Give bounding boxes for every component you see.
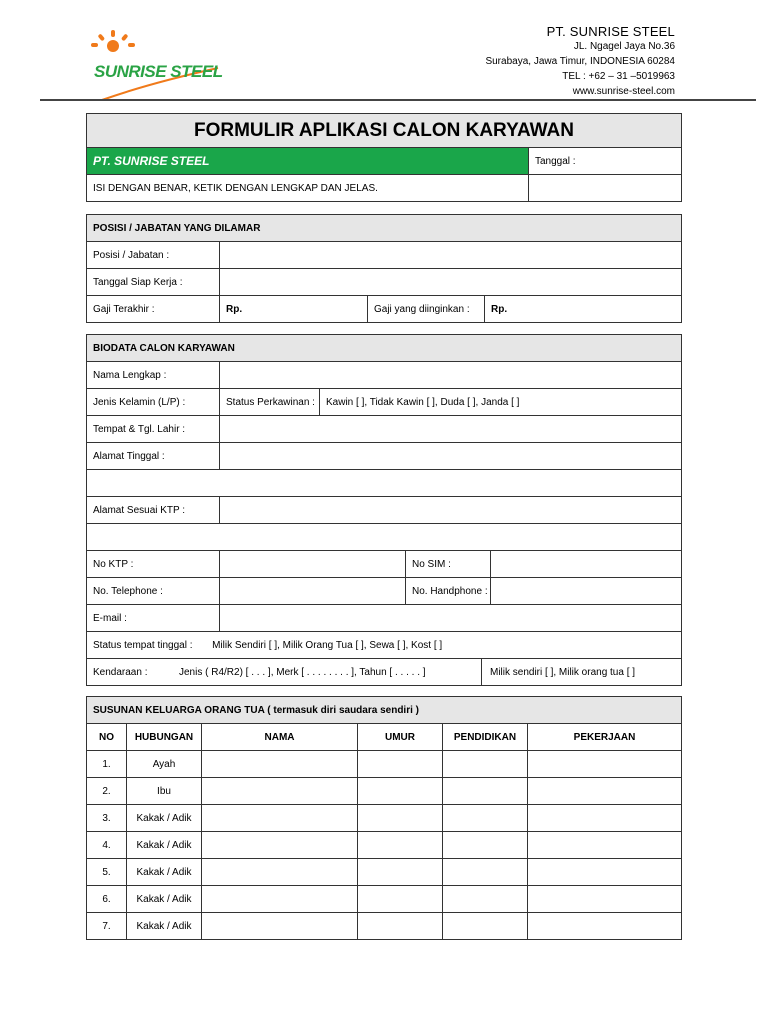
email-input[interactable]: [220, 605, 682, 632]
last-salary-label: Gaji Terakhir :: [87, 296, 220, 323]
education-cell[interactable]: [443, 805, 528, 832]
expected-salary-input[interactable]: Rp.: [485, 296, 682, 323]
last-salary-input[interactable]: Rp.: [220, 296, 368, 323]
family-heading-note: ( termasuk diri saudara sendiri ): [264, 704, 419, 716]
telephone-label: No. Telephone :: [87, 578, 220, 605]
ktp-address-input-line2[interactable]: [87, 524, 682, 551]
row-relation: Kakak / Adik: [127, 859, 202, 886]
name-cell[interactable]: [202, 913, 358, 940]
name-cell[interactable]: [202, 832, 358, 859]
residence-label: Status tempat tinggal :: [93, 639, 193, 651]
company-address-line2: Surabaya, Jawa Timur, INDONESIA 60284: [485, 56, 675, 67]
company-phone: TEL : +62 – 31 –5019963: [562, 71, 675, 82]
ktp-no-input[interactable]: [220, 551, 406, 578]
name-cell[interactable]: [202, 751, 358, 778]
full-name-label: Nama Lengkap :: [87, 362, 220, 389]
vehicle-row: [87, 659, 682, 686]
education-cell[interactable]: [443, 832, 528, 859]
name-cell[interactable]: [202, 886, 358, 913]
address-input-line2[interactable]: [87, 470, 682, 497]
table-row: [87, 832, 682, 859]
row-relation: Ayah: [127, 751, 202, 778]
date-field[interactable]: Tanggal :: [529, 148, 682, 175]
row-relation: Kakak / Adik: [127, 832, 202, 859]
company-website: www.sunrise-steel.com: [572, 86, 675, 97]
table-row: [87, 805, 682, 832]
handphone-input[interactable]: [491, 578, 682, 605]
birth-label: Tempat & Tgl. Lahir :: [87, 416, 220, 443]
table-row: [87, 778, 682, 805]
birth-input[interactable]: [220, 416, 682, 443]
education-cell[interactable]: [443, 778, 528, 805]
row-no: 3.: [87, 805, 127, 832]
education-cell[interactable]: [443, 886, 528, 913]
address-label: Alamat Tinggal :: [87, 443, 220, 470]
residence-row: [87, 632, 682, 659]
email-label: E-mail :: [87, 605, 220, 632]
col-no: NO: [87, 724, 127, 751]
name-cell[interactable]: [202, 859, 358, 886]
family-heading-title: SUSUNAN KELUARGA ORANG TUA: [93, 704, 265, 716]
sim-no-input[interactable]: [491, 551, 682, 578]
name-cell[interactable]: [202, 778, 358, 805]
expected-salary-label: Gaji yang diinginkan :: [368, 296, 485, 323]
education-cell[interactable]: [443, 751, 528, 778]
company-address-line1: JL. Ngagel Jaya No.36: [573, 41, 675, 52]
occupation-cell[interactable]: [528, 778, 682, 805]
occupation-cell[interactable]: [528, 859, 682, 886]
row-no: 6.: [87, 886, 127, 913]
education-cell[interactable]: [443, 913, 528, 940]
row-relation: Kakak / Adik: [127, 886, 202, 913]
vehicle-details[interactable]: Jenis ( R4/R2) [ . . . ], Merk [ . . . . . . . . ], Tahun [ . . . . . ]: [179, 666, 426, 678]
row-no: 2.: [87, 778, 127, 805]
company-logo: [80, 28, 230, 106]
age-cell[interactable]: [358, 805, 443, 832]
row-no: 5.: [87, 859, 127, 886]
col-nama: NAMA: [202, 724, 358, 751]
table-row: [87, 859, 682, 886]
row-relation: Kakak / Adik: [127, 913, 202, 940]
position-label: Posisi / Jabatan :: [87, 242, 220, 269]
family-header-row: [87, 724, 682, 751]
instruction-text: ISI DENGAN BENAR, KETIK DENGAN LENGKAP DAN JELAS.: [87, 175, 529, 202]
family-heading: [87, 697, 682, 724]
table-row: [87, 886, 682, 913]
vehicle-label: Kendaraan :: [93, 666, 148, 678]
marital-options[interactable]: Kawin [ ], Tidak Kawin [ ], Duda [ ], Janda [ ]: [320, 389, 682, 416]
biodata-table: [86, 334, 682, 686]
row-relation: Ibu: [127, 778, 202, 805]
table-row: [87, 913, 682, 940]
full-name-input[interactable]: [220, 362, 682, 389]
col-pendidikan: PENDIDIKAN: [443, 724, 528, 751]
age-cell[interactable]: [358, 913, 443, 940]
gender-label: Jenis Kelamin (L/P) :: [87, 389, 220, 416]
vehicle-owner[interactable]: Milik sendiri [ ], Milik orang tua [ ]: [481, 659, 635, 685]
age-cell[interactable]: [358, 751, 443, 778]
age-cell[interactable]: [358, 832, 443, 859]
occupation-cell[interactable]: [528, 913, 682, 940]
company-bar: PT. SUNRISE STEEL: [87, 148, 529, 175]
row-relation: Kakak / Adik: [127, 805, 202, 832]
age-cell[interactable]: [358, 886, 443, 913]
age-cell[interactable]: [358, 778, 443, 805]
occupation-cell[interactable]: [528, 805, 682, 832]
table-row: [87, 751, 682, 778]
position-table: [86, 214, 682, 323]
form-title: FORMULIR APLIKASI CALON KARYAWAN: [87, 114, 682, 148]
ktp-address-label: Alamat Sesuai KTP :: [87, 497, 220, 524]
occupation-cell[interactable]: [528, 751, 682, 778]
ktp-address-input[interactable]: [220, 497, 682, 524]
name-cell[interactable]: [202, 805, 358, 832]
logo-wordmark: SUNRISE STEEL: [94, 62, 223, 81]
handphone-label: No. Handphone :: [406, 578, 491, 605]
sim-no-label: No SIM :: [406, 551, 491, 578]
date-value-field[interactable]: [529, 175, 682, 202]
family-table: [86, 696, 682, 940]
ready-date-label: Tanggal Siap Kerja :: [87, 269, 220, 296]
header-divider: [40, 99, 756, 101]
position-input[interactable]: [220, 242, 682, 269]
telephone-input[interactable]: [220, 578, 406, 605]
occupation-cell[interactable]: [528, 832, 682, 859]
marital-label: Status Perkawinan :: [220, 389, 320, 416]
company-name: PT. SUNRISE STEEL: [546, 24, 675, 39]
col-umur: UMUR: [358, 724, 443, 751]
position-heading: POSISI / JABATAN YANG DILAMAR: [87, 215, 682, 242]
age-cell[interactable]: [358, 859, 443, 886]
education-cell[interactable]: [443, 859, 528, 886]
form-title-table: [86, 113, 682, 202]
residence-options[interactable]: Milik Sendiri [ ], Milik Orang Tua [ ], Sewa [ ], Kost [ ]: [212, 639, 443, 651]
row-no: 7.: [87, 913, 127, 940]
row-no: 4.: [87, 832, 127, 859]
ready-date-input[interactable]: [220, 269, 682, 296]
biodata-heading: BIODATA CALON KARYAWAN: [87, 335, 682, 362]
occupation-cell[interactable]: [528, 886, 682, 913]
col-pekerjaan: PEKERJAAN: [528, 724, 682, 751]
address-input[interactable]: [220, 443, 682, 470]
ktp-no-label: No KTP :: [87, 551, 220, 578]
col-hubungan: HUBUNGAN: [127, 724, 202, 751]
row-no: 1.: [87, 751, 127, 778]
company-info: [485, 24, 675, 99]
